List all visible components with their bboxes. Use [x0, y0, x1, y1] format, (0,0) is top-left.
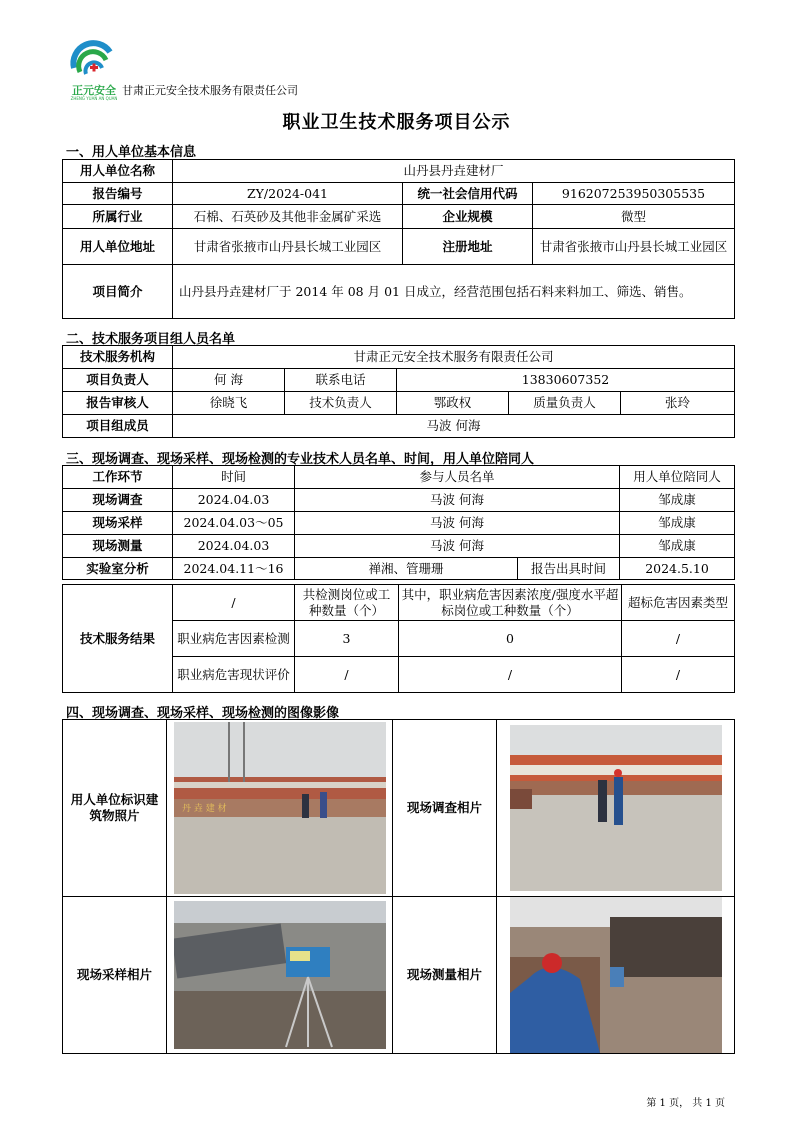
caption-survey: 现场调查相片: [393, 720, 497, 897]
phone-label: 联系电话: [285, 369, 397, 392]
company-logo: [66, 38, 122, 102]
industry-label: 所属行业: [63, 205, 173, 229]
leader-label: 项目负责人: [63, 369, 173, 392]
employer-label: 用人单位名称: [63, 160, 173, 183]
col-companion: 用人单位陪同人: [620, 466, 735, 489]
report-no-label: 报告编号: [63, 183, 173, 205]
results-r1-v3: /: [622, 621, 735, 657]
members-label: 项目组成员: [63, 415, 173, 438]
team-table: [62, 345, 735, 438]
employer-value: 山丹县丹垚建材厂: [173, 160, 735, 183]
lab-stage-cell: 实验室分析: [63, 558, 173, 580]
section-1-heading: 一、用人单位基本信息: [66, 145, 197, 160]
results-table: [62, 584, 735, 693]
credit-code-value: 916207253950305535: [533, 183, 735, 205]
logo-subtext: ZHENG YUAN AN QUAN: [70, 96, 118, 101]
section-4-heading: 四、现场调查、现场采样、现场检测的图像影像: [66, 706, 340, 721]
sign-text: 丹 垚 建 材: [181, 804, 227, 814]
caption-sampling: 现场采样相片: [63, 897, 167, 1054]
companion-cell: 邹成康: [620, 535, 735, 558]
table-row: [63, 558, 735, 580]
scale-label: 企业规模: [403, 205, 533, 229]
reviewer-label: 报告审核人: [63, 392, 173, 415]
caption-building: 用人单位标识建筑物照片: [63, 720, 167, 897]
results-r1-v1: 3: [295, 621, 399, 657]
lab-time-cell: 2024.04.11～16: [173, 558, 295, 580]
results-h1: 共检测岗位或工种数量（个）: [295, 585, 399, 621]
table-row: [63, 535, 735, 558]
results-r1-v2: 0: [399, 621, 622, 657]
results-h0: /: [173, 585, 295, 621]
logo-text: 正元安全: [72, 84, 116, 97]
quality-label: 质量负责人: [509, 392, 621, 415]
photo-survey: [497, 720, 735, 897]
personnel-table: [62, 465, 735, 580]
results-r2-v1: /: [295, 657, 399, 693]
credit-code-label: 统一社会信用代码: [403, 183, 533, 205]
company-header: 甘肃正元安全技术服务有限责任公司: [122, 84, 298, 97]
results-h2: 其中，职业病危害因素浓度/强度水平超标岗位或工种数量（个）: [399, 585, 622, 621]
col-time: 时间: [173, 466, 295, 489]
reg-address-label: 注册地址: [403, 229, 533, 265]
section-2-heading: 二、技术服务项目组人员名单: [66, 332, 236, 347]
stage-cell: 现场测量: [63, 535, 173, 558]
companion-cell: 邹成康: [620, 489, 735, 512]
results-r2-v3: /: [622, 657, 735, 693]
address-label: 用人单位地址: [63, 229, 173, 265]
report-no-value: ZY/2024-041: [173, 183, 403, 205]
members-value: 马波 何海: [173, 415, 735, 438]
stage-cell: 现场调查: [63, 489, 173, 512]
photo-measurement: [497, 897, 735, 1054]
caption-measurement: 现场测量相片: [393, 897, 497, 1054]
results-h3: 超标危害因素类型: [622, 585, 735, 621]
reviewer-value: 徐晓飞: [173, 392, 285, 415]
people-cell: 马波 何海: [295, 489, 620, 512]
intro-label: 项目简介: [63, 265, 173, 319]
tech-lead-value: 鄂政权: [397, 392, 509, 415]
photo-sampling: [167, 897, 393, 1054]
table-row: [63, 512, 735, 535]
intro-value: 山丹县丹垚建材厂于 2014 年 08 月 01 日成立，经营范围包括石料来料加工、筛选、销售。: [173, 265, 735, 319]
basic-info-table: [62, 159, 735, 319]
time-cell: 2024.04.03: [173, 535, 295, 558]
report-time-value: 2024.5.10: [620, 558, 735, 580]
col-stage: 工作环节: [63, 466, 173, 489]
results-r1-label: 职业病危害因素检测: [173, 621, 295, 657]
leader-value: 何 海: [173, 369, 285, 392]
people-cell: 马波 何海: [295, 535, 620, 558]
results-r2-v2: /: [399, 657, 622, 693]
phone-value: 13830607352: [397, 369, 735, 392]
section-3-heading: 三、现场调查、现场采样、现场检测的专业技术人员名单、时间，用人单位陪同人: [66, 452, 535, 467]
reg-address-value: 甘肃省张掖市山丹县长城工业园区: [533, 229, 735, 265]
report-time-label: 报告出具时间: [518, 558, 620, 580]
industry-value: 石棉、石英砂及其他非金属矿采选: [173, 205, 403, 229]
people-cell: 马波 何海: [295, 512, 620, 535]
companion-cell: 邹成康: [620, 512, 735, 535]
time-cell: 2024.04.03～05: [173, 512, 295, 535]
address-value: 甘肃省张掖市山丹县长城工业园区: [173, 229, 403, 265]
table-row: [63, 489, 735, 512]
photos-table: [62, 719, 735, 1054]
org-label: 技术服务机构: [63, 346, 173, 369]
page-footer: 第 1 页， 共 1 页: [646, 1098, 725, 1109]
tech-lead-label: 技术负责人: [285, 392, 397, 415]
lab-people-cell: 禅湘、管珊珊: [295, 558, 518, 580]
results-label: 技术服务结果: [63, 585, 173, 693]
results-r2-label: 职业病危害现状评价: [173, 657, 295, 693]
scale-value: 微型: [533, 205, 735, 229]
quality-value: 张玲: [621, 392, 735, 415]
stage-cell: 现场采样: [63, 512, 173, 535]
org-value: 甘肃正元安全技术服务有限责任公司: [173, 346, 735, 369]
photo-building: [167, 720, 393, 897]
col-people: 参与人员名单: [295, 466, 620, 489]
page-title: 职业卫生技术服务项目公示: [282, 112, 511, 133]
time-cell: 2024.04.03: [173, 489, 295, 512]
